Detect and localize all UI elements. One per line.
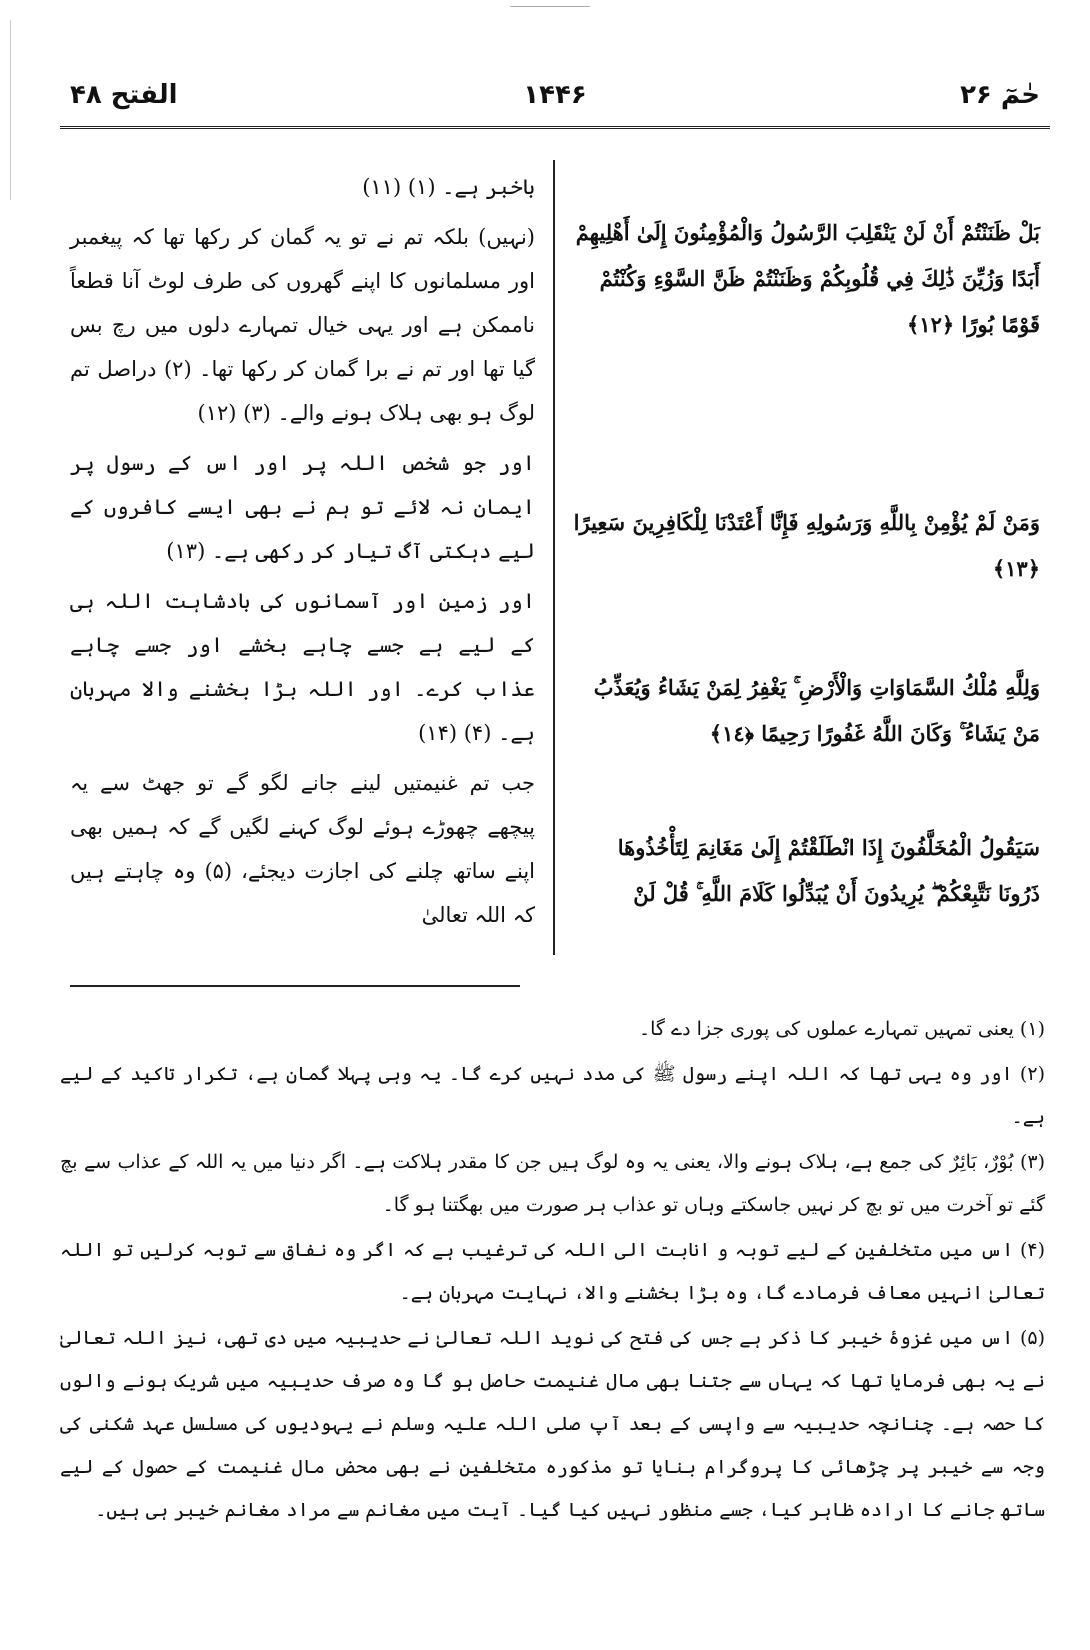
translation-paragraph: جب تم غنیمتیں لینے جانے لگو گے تو جھٹ سے یہ پیچھے چھوڑے ہوئے لوگ کہنے لگیں گے کہ ہمیں بھی اپنے ساتھ چلنے کی اجازت دیجئے، (۵) وہ چاہتے ہیں کہ اللہ تعالیٰ	[70, 771, 535, 927]
translation-paragraph: باخبر ہے۔ (۱) (۱۱)	[362, 175, 535, 199]
verse-12: بَلْ ظَنَنْتُمْ أَنْ لَنْ يَنْقَلِبَ الرَّسُولُ وَالْمُؤْمِنُونَ إِلَىٰ أَهْلِيهِمْ أَبَدًا وَزُيِّنَ ذَٰلِكَ فِي قُلُوبِكُمْ وَظَنَنْتُمْ ظَنَّ السَّوْءِ وَكُنْتُمْ قَوْمًا بُورًا ﴿١٢﴾	[575, 220, 1040, 337]
footnote-rule	[70, 985, 520, 987]
footnote: (۲) اور وہ یہی تھا کہ اللہ اپنے رسول ﷺ کی مدد نہیں کرے گا۔ یہ وہی پہلا گمان ہے، تکرار تاکید کے لیے ہے۔	[60, 1063, 1045, 1128]
header-rule	[60, 126, 1050, 129]
page-number: ۱۴۴۶	[523, 80, 587, 110]
footnote: (۴) اس میں متخلفین کے لیے توبہ و انابت الی اللہ کی ترغیب ہے کہ اگر وہ نفاق سے توبہ کرلیں تو اللہ تعالیٰ انہیں معاف فرمادے گا، وہ بڑا بخشنے والا، نہایت مہربان ہے۔	[60, 1239, 1045, 1304]
para-name: حٰمٓ ۲۶	[960, 80, 1040, 110]
verse-13: وَمَنْ لَمْ يُؤْمِنْ بِاللَّهِ وَرَسُولِهِ فَإِنَّا أَعْتَدْنَا لِلْكَافِرِينَ سَعِيرًا ﴿١٣﴾	[573, 510, 1040, 581]
verse-15: سَيَقُولُ الْمُخَلَّفُونَ إِذَا انْطَلَقْتُمْ إِلَىٰ مَغَانِمَ لِتَأْخُذُوهَا ذَرُونَا نَتَّبِعْكُمْ ۖ يُرِيدُونَ أَنْ يُبَدِّلُوا كَلَامَ اللَّهِ ۚ قُلْ لَنْ	[617, 835, 1040, 906]
surah-name: الفتح ۴۸	[70, 80, 178, 110]
verse-14: وَلِلَّهِ مُلْكُ السَّمَاوَاتِ وَالْأَرْضِ ۚ يَغْفِرُ لِمَنْ يَشَاءُ وَيُعَذِّبُ مَنْ يَشَاءُ ۚ وَكَانَ اللَّهُ غَفُورًا رَحِيمًا ﴿١٤﴾	[593, 675, 1040, 746]
scan-mark	[510, 6, 590, 7]
footnote: (۱) یعنی تمہیں تمہارے عملوں کی پوری جزا دے گا۔	[638, 1018, 1045, 1040]
column-divider	[553, 160, 555, 955]
translation-paragraph: اور جو شخص اللہ پر اور اس کے رسول پر ایمان نہ لائے تو ہم نے بھی ایسے کافروں کے لیے دہکتی آگ تیار کر رکھی ہے۔ (۱۳)	[70, 451, 535, 563]
footnotes	[60, 1008, 1045, 1534]
page-header	[60, 80, 1050, 120]
translation-paragraph: اور زمین اور آسمانوں کی بادشاہت اللہ ہی کے لیے ہے جسے چاہے بخشے اور جسے چاہے عذاب کرے۔ اور اللہ بڑا بخشنے والا مہربان ہے۔ (۴) (۱۴)	[70, 589, 535, 745]
footnote: (۵) اس میں غزوۂ خیبر کا ذکر ہے جس کی فتح کی نوید اللہ تعالیٰ نے حدیبیہ میں دی تھی، نیز اللہ تعالیٰ نے یہ بھی فرمایا تھا کہ یہاں سے جتنا بھی مال غنیمت حاصل ہو گا وہ صرف حدیبیہ میں شریک ہونے والوں کا حصہ ہے۔ چنانچہ حدیبیہ سے واپسی کے بعد آپ صلی اللہ علیہ وسلم نے یہودیوں کی مسلسل عہد شکنی کی وجہ سے خیبر پر چڑھائی کا پروگرام بنایا تو مذکورہ متخلفین نے بھی محض مال غنیمت کے حصول کے لیے ساتھ جانے کا ارادہ ظاہر کیا، جسے منظور نہیں کیا گیا۔ آیت میں مغانم سے مراد مغانم خیبر ہی ہیں۔	[60, 1327, 1045, 1521]
translation-paragraph: (نہیں) بلکہ تم نے تو یہ گمان کر رکھا تھا کہ پیغمبر اور مسلمانوں کا اپنے گھروں کی طرف لوٹ آنا قطعاً ناممکن ہے اور یہی خیال تمہارے دلوں میں رچ بس گیا تھا اور تم نے برا گمان کر رکھا تھا۔ (۲) دراصل تم لوگ ہو بھی ہلاک ہونے والے۔ (۳) (۱۲)	[70, 225, 535, 425]
scan-edge	[10, 20, 11, 200]
footnote: (۳) بُوْرٌ، بَائِرٌ کی جمع ہے، ہلاک ہونے والا، یعنی یہ وہ لوگ ہیں جن کا مقدر ہلاکت ہے۔ اگر دنیا میں یہ اللہ کے عذاب سے بچ گئے تو آخرت میں تو بچ کر نہیں جاسکتے وہاں تو عذاب ہر صورت میں بھگتنا ہو گا۔	[60, 1151, 1045, 1216]
urdu-translation-column	[70, 165, 535, 943]
